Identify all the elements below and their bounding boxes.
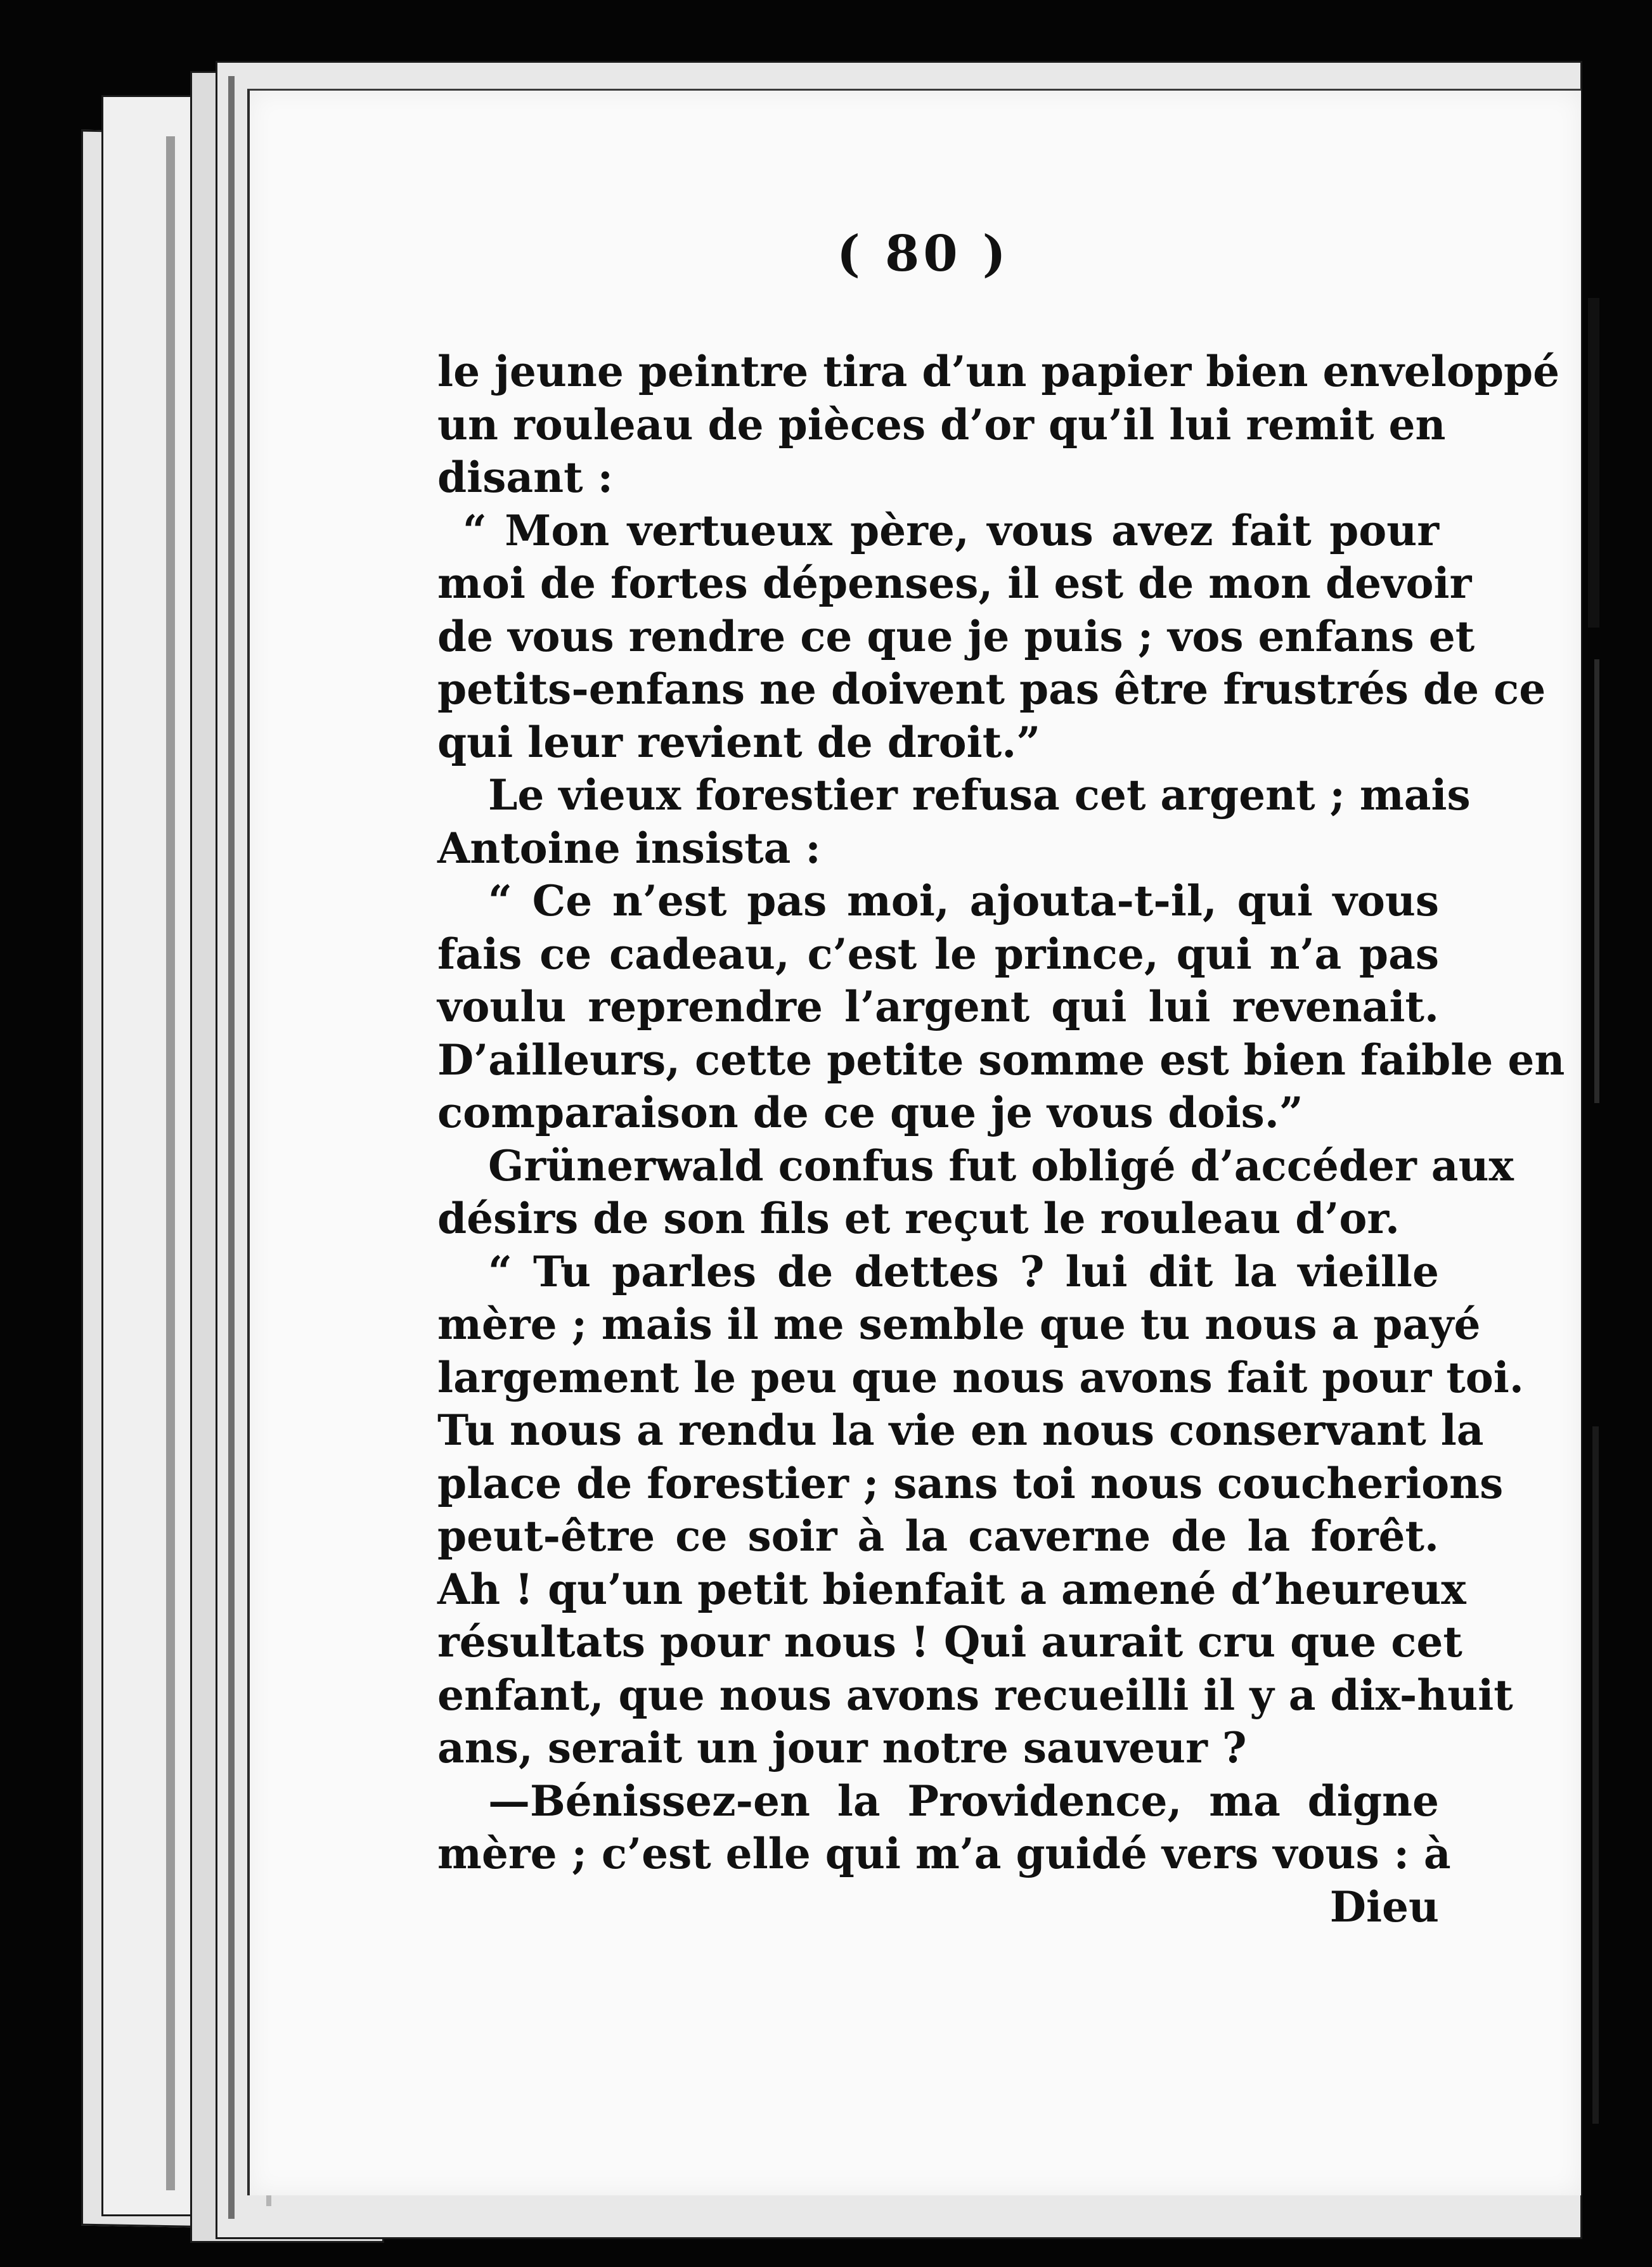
text-line: ans, serait un jour notre sauveur ? — [437, 1723, 1247, 1773]
text-line: un rouleau de pièces d’or qu’il lui remit en — [437, 399, 1446, 449]
text-line: le jeune peintre tira d’un papier bien enveloppé — [437, 347, 1560, 396]
text-line: peut-être ce soir à la caverne de la forêt. — [437, 1511, 1439, 1561]
catchword: Dieu — [1329, 1882, 1439, 1932]
page-binding-mark — [1588, 298, 1599, 628]
page-binding-mark — [1592, 1426, 1599, 2124]
text-line: Grünerwald confus fut obligé d’accéder aux — [488, 1140, 1514, 1191]
text-line: Ah ! qu’un petit bienfait a amené d’heureux — [437, 1564, 1466, 1614]
body-text — [437, 346, 1565, 1934]
page-edge-shadow — [166, 136, 175, 2190]
text-line: enfant, que nous avons recueilli il y a dix-huit — [437, 1670, 1513, 1720]
text-line: Le vieux forestier refusa cet argent ; mais — [488, 770, 1471, 820]
page-edge-shadow — [228, 76, 235, 2219]
text-line: “ Ce n’est pas moi, ajouta-t-il, qui vous — [488, 876, 1439, 926]
text-line: voulu reprendre l’argent qui lui revenait. — [437, 982, 1439, 1031]
text-line: fais ce cadeau, c’est le prince, qui n’a pas — [437, 929, 1439, 979]
text-line: largement le peu que nous avons fait pour toi. — [437, 1352, 1524, 1402]
text-line: mère ; mais il me semble que tu nous a payé — [437, 1300, 1481, 1349]
text-line: place de forestier ; sans toi nous coucherions — [437, 1458, 1504, 1508]
text-line: Tu nous a rendu la vie en nous conservant la — [437, 1405, 1484, 1455]
text-line: “ Tu parles de dettes ? lui dit la vieille — [488, 1246, 1439, 1296]
text-line: mère ; c’est elle qui m’a guidé vers vous : à — [437, 1829, 1451, 1878]
text-line: D’ailleurs, cette petite somme est bien faible en — [437, 1035, 1565, 1085]
text-line: de vous rendre ce que je puis ; vos enfans et — [437, 611, 1475, 661]
text-line: désirs de son fils et reçut le rouleau d’or. — [437, 1194, 1400, 1243]
text-line: disant : — [437, 453, 613, 502]
page-number: ( 80 ) — [837, 225, 1010, 283]
text-line: petits-enfans ne doivent pas être frustrés de ce — [437, 664, 1546, 714]
text-line: “ Mon vertueux père, vous avez fait pour — [463, 505, 1439, 555]
page-binding-mark — [1594, 659, 1599, 1103]
text-line: —Bénissez-en la Providence, ma digne — [488, 1776, 1439, 1826]
text-line: comparaison de ce que je vous dois.” — [437, 1088, 1303, 1137]
text-line: qui leur revient de droit.” — [437, 717, 1041, 767]
text-line: moi de fortes dépenses, il est de mon devoir — [437, 559, 1472, 608]
text-line: résultats pour nous ! Qui aurait cru que cet — [437, 1617, 1462, 1667]
text-line: Antoine insista : — [437, 823, 821, 873]
